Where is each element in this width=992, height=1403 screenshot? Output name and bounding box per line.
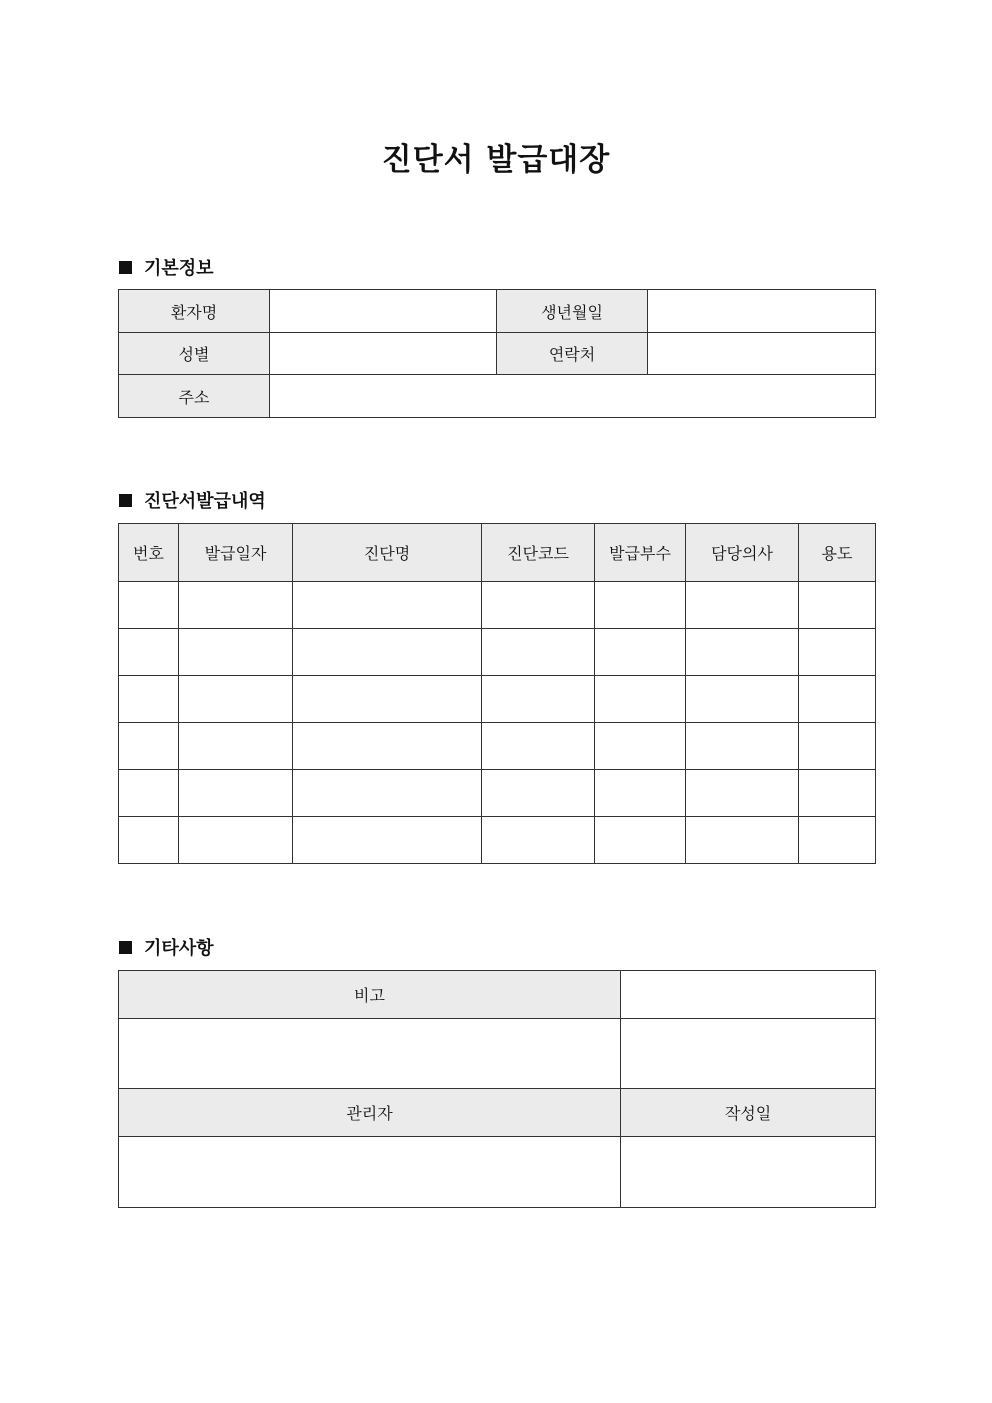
remarks-field[interactable] (119, 1019, 621, 1089)
cell-doctor[interactable] (686, 817, 799, 864)
other-heading (119, 934, 214, 960)
cell-diagnosis-code[interactable] (482, 629, 595, 676)
table-row (119, 676, 876, 723)
page-title: 진단서 발급대장 (381, 142, 611, 178)
cell-purpose[interactable] (799, 770, 876, 817)
manager-field[interactable] (119, 1137, 621, 1208)
cell-diagnosis-code[interactable] (482, 770, 595, 817)
column-header-purpose: 용도 (799, 524, 876, 582)
basic-info-heading (119, 254, 214, 280)
cell-copies[interactable] (595, 676, 686, 723)
cell-issue-date[interactable] (179, 723, 293, 770)
cell-number[interactable] (119, 817, 179, 864)
remarks-side-cell[interactable] (621, 971, 876, 1019)
table-row (119, 629, 876, 676)
other-table (118, 970, 876, 1208)
address-field[interactable] (270, 375, 876, 418)
cell-diagnosis-code[interactable] (482, 582, 595, 629)
gender-field[interactable] (270, 333, 497, 375)
cell-issue-date[interactable] (179, 676, 293, 723)
table-row (119, 817, 876, 864)
table-row (119, 770, 876, 817)
cell-diagnosis-code[interactable] (482, 817, 595, 864)
cell-purpose[interactable] (799, 582, 876, 629)
cell-issue-date[interactable] (179, 582, 293, 629)
cell-copies[interactable] (595, 817, 686, 864)
cell-purpose[interactable] (799, 676, 876, 723)
contact-field[interactable] (648, 333, 876, 375)
cell-diagnosis-code[interactable] (482, 676, 595, 723)
column-header-issue-date: 발급일자 (179, 524, 293, 582)
cell-purpose[interactable] (799, 629, 876, 676)
basic-info-heading-text: 기본정보 (144, 258, 214, 279)
square-bullet-icon (119, 261, 132, 274)
remarks-side-field[interactable] (621, 1019, 876, 1089)
cell-number[interactable] (119, 582, 179, 629)
cell-number[interactable] (119, 723, 179, 770)
gender-label: 성별 (119, 333, 270, 375)
cell-doctor[interactable] (686, 582, 799, 629)
cell-doctor[interactable] (686, 723, 799, 770)
cell-diagnosis[interactable] (293, 770, 482, 817)
issuance-heading (119, 487, 266, 513)
column-header-number: 번호 (119, 524, 179, 582)
cell-copies[interactable] (595, 629, 686, 676)
birth-date-field[interactable] (648, 290, 876, 333)
column-header-doctor: 담당의사 (686, 524, 799, 582)
date-label: 작성일 (621, 1089, 876, 1137)
cell-copies[interactable] (595, 770, 686, 817)
remarks-label: 비고 (119, 971, 621, 1019)
table-row (119, 582, 876, 629)
square-bullet-icon (119, 941, 132, 954)
cell-diagnosis[interactable] (293, 723, 482, 770)
cell-diagnosis[interactable] (293, 676, 482, 723)
patient-name-field[interactable] (270, 290, 497, 333)
cell-number[interactable] (119, 629, 179, 676)
cell-copies[interactable] (595, 582, 686, 629)
contact-label: 연락처 (497, 333, 648, 375)
date-field[interactable] (621, 1137, 876, 1208)
cell-doctor[interactable] (686, 676, 799, 723)
cell-doctor[interactable] (686, 629, 799, 676)
cell-issue-date[interactable] (179, 817, 293, 864)
cell-diagnosis[interactable] (293, 582, 482, 629)
column-header-diagnosis: 진단명 (293, 524, 482, 582)
basic-info-table (118, 289, 876, 418)
cell-diagnosis-code[interactable] (482, 723, 595, 770)
manager-label: 관리자 (119, 1089, 621, 1137)
column-header-diagnosis-code: 진단코드 (482, 524, 595, 582)
cell-copies[interactable] (595, 723, 686, 770)
issuance-heading-text: 진단서발급내역 (144, 491, 266, 512)
cell-number[interactable] (119, 770, 179, 817)
issuance-table (118, 523, 876, 864)
square-bullet-icon (119, 494, 132, 507)
cell-diagnosis[interactable] (293, 629, 482, 676)
cell-purpose[interactable] (799, 817, 876, 864)
cell-purpose[interactable] (799, 723, 876, 770)
cell-issue-date[interactable] (179, 629, 293, 676)
column-header-copies: 발급부수 (595, 524, 686, 582)
cell-doctor[interactable] (686, 770, 799, 817)
cell-number[interactable] (119, 676, 179, 723)
address-label: 주소 (119, 375, 270, 418)
cell-issue-date[interactable] (179, 770, 293, 817)
patient-name-label: 환자명 (119, 290, 270, 333)
birth-date-label: 생년월일 (497, 290, 648, 333)
cell-diagnosis[interactable] (293, 817, 482, 864)
other-heading-text: 기타사항 (144, 938, 214, 959)
table-row (119, 723, 876, 770)
